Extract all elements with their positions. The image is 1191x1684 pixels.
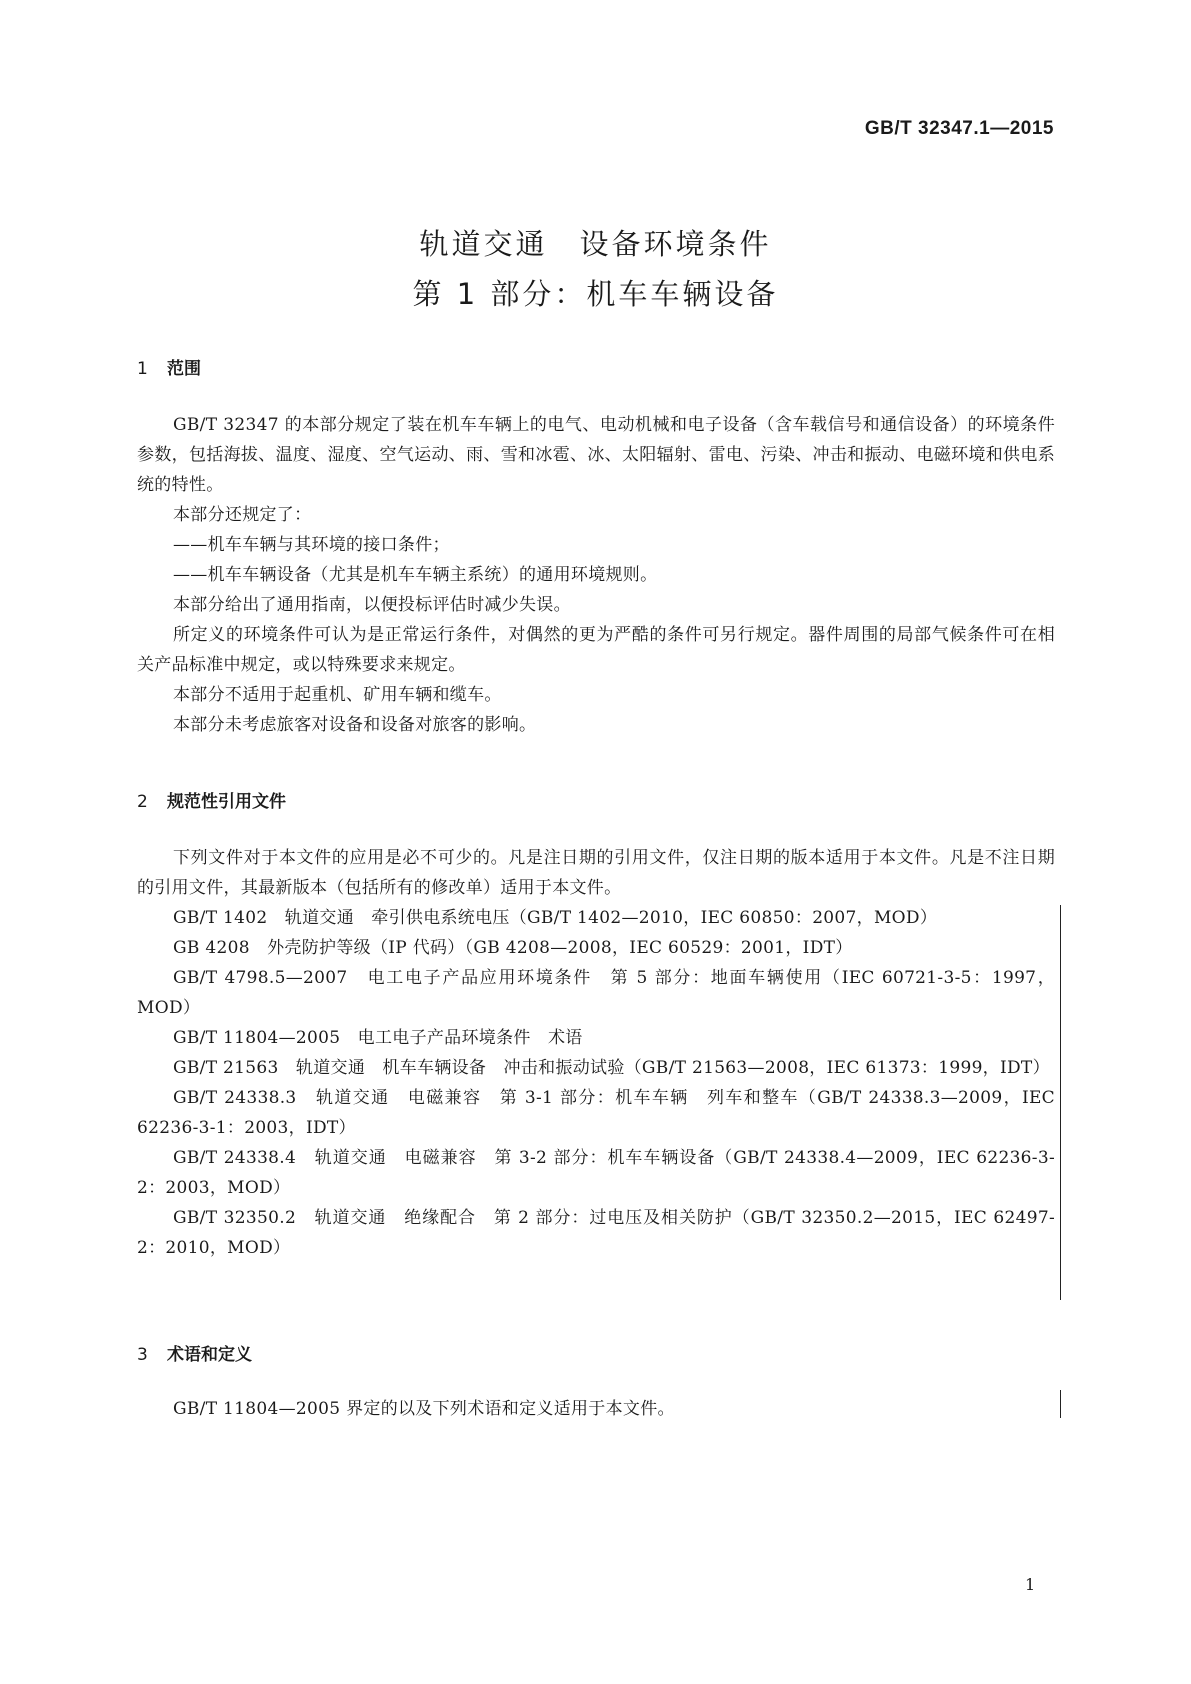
reference-item: GB/T 11804—2005 电工电子产品环境条件 术语 xyxy=(173,1028,583,1048)
paragraph: GB/T 11804—2005 界定的以及下列术语和定义适用于本文件。 xyxy=(173,1399,675,1419)
paragraph: GB/T 32347 的本部分规定了装在机车车辆上的电气、电动机械和电子设备（含车载信号和通信设备）的环境条件参数，包括海拔、温度、湿度、空气运动、雨、雪和冰雹、冰、太阳辐射、雷电、污染、冲击和振动、电磁环境和供电系统的特性。 xyxy=(137,415,1055,495)
section-title: 范围 xyxy=(167,359,201,379)
paragraph: 下列文件对于本文件的应用是必不可少的。凡是注日期的引用文件，仅注日期的版本适用于本文件。凡是不注日期的引用文件，其最新版本（包括所有的修改单）适用于本文件。 xyxy=(137,848,1055,898)
section-number: 1 xyxy=(137,359,148,379)
section-3-body xyxy=(137,1394,1055,1424)
section-2-body xyxy=(137,843,1055,1263)
reference-item: GB 4208 外壳防护等级（IP 代码）（GB 4208—2008，IEC 60529：2001，IDT） xyxy=(173,938,853,958)
section-number: 2 xyxy=(137,792,148,812)
paragraph: 本部分给出了通用指南，以便投标评估时减少失误。 xyxy=(173,595,571,615)
section-number: 3 xyxy=(137,1345,148,1365)
document-title-line2: 第 1 部分：机车车辆设备 xyxy=(412,277,779,311)
paragraph: 所定义的环境条件可认为是正常运行条件，对偶然的更为严酷的条件可另行规定。器件周围的局部气候条件可在相关产品标准中规定，或以特殊要求来规定。 xyxy=(137,625,1055,675)
reference-item: GB/T 24338.3 轨道交通 电磁兼容 第 3-1 部分：机车车辆 列车和整车（GB/T 24338.3—2009，IEC 62236-3-1：2003，IDT） xyxy=(137,1088,1055,1138)
change-bar xyxy=(1060,1390,1061,1418)
section-1-body xyxy=(137,410,1055,740)
document-title-line1: 轨道交通 设备环境条件 xyxy=(419,227,772,261)
change-bar xyxy=(1060,905,1061,1300)
standard-number: GB/T 32347.1—2015 xyxy=(864,118,1054,139)
reference-item: GB/T 4798.5—2007 电工电子产品应用环境条件 第 5 部分：地面车辆使用（IEC 60721-3-5：1997，MOD） xyxy=(137,968,1055,1018)
paragraph: 本部分不适用于起重机、矿用车辆和缆车。 xyxy=(173,685,502,705)
section-title: 术语和定义 xyxy=(167,1345,252,1365)
list-item: ——机车车辆与其环境的接口条件； xyxy=(173,535,450,555)
paragraph: 本部分还规定了： xyxy=(173,505,312,525)
list-item: ——机车车辆设备（尤其是机车车辆主系统）的通用环境规则。 xyxy=(173,565,658,585)
reference-item: GB/T 1402 轨道交通 牵引供电系统电压（GB/T 1402—2010，IEC 60850：2007，MOD） xyxy=(173,908,938,928)
section-1-heading xyxy=(137,354,201,379)
reference-item: GB/T 24338.4 轨道交通 电磁兼容 第 3-2 部分：机车车辆设备（GB/T 24338.4—2009，IEC 62236-3-2：2003，MOD） xyxy=(137,1148,1055,1198)
reference-item: GB/T 32350.2 轨道交通 绝缘配合 第 2 部分：过电压及相关防护（GB/T 32350.2—2015，IEC 62497-2：2010，MOD） xyxy=(137,1208,1055,1258)
section-title: 规范性引用文件 xyxy=(167,792,286,812)
section-2-heading xyxy=(137,787,286,812)
paragraph: 本部分未考虑旅客对设备和设备对旅客的影响。 xyxy=(173,715,537,735)
page-number: 1 xyxy=(1025,1575,1036,1594)
section-3-heading xyxy=(137,1340,252,1365)
reference-item: GB/T 21563 轨道交通 机车车辆设备 冲击和振动试验（GB/T 21563—2008，IEC 61373：1999，IDT） xyxy=(173,1058,1050,1078)
